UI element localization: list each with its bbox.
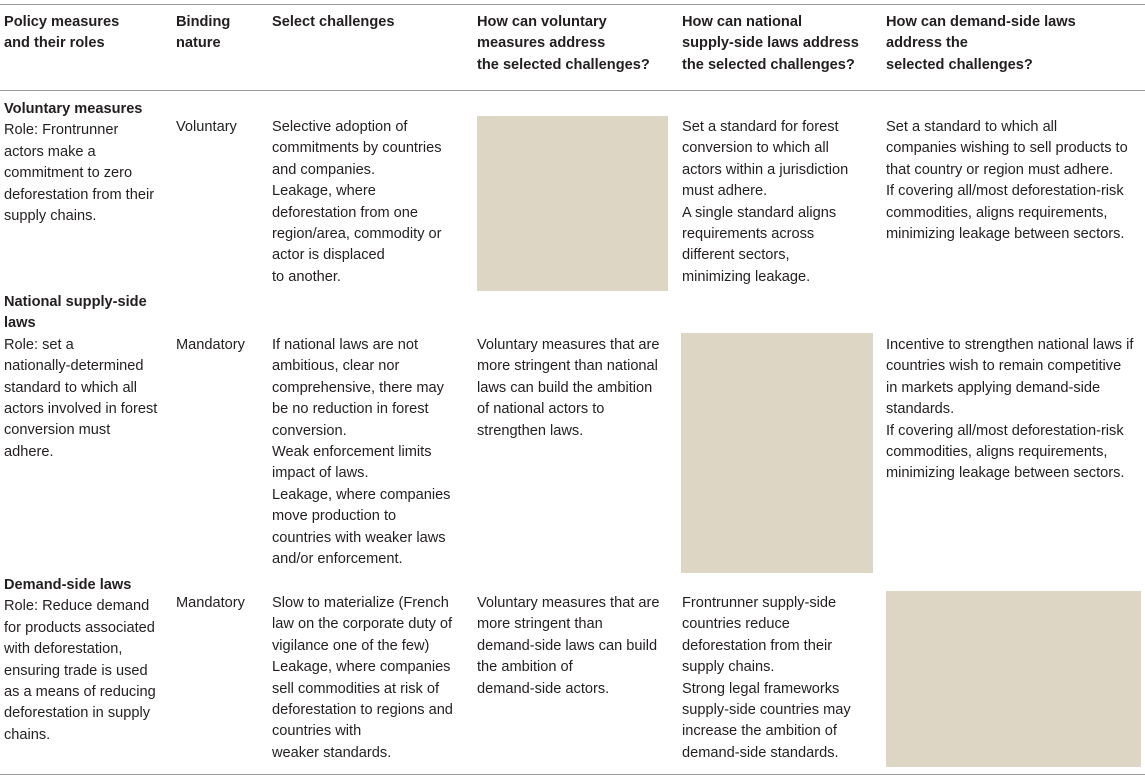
header-select-challenges: Select challenges <box>272 14 395 30</box>
voluntary-cell: Voluntary measures that are more stringent than demand-side laws can build the ambition of demand-side actors. <box>477 595 660 697</box>
shaded-cell <box>886 591 1141 767</box>
binding-cell: Mandatory <box>176 337 245 353</box>
row-title: Voluntary measures <box>4 101 143 117</box>
header-bottom-rule <box>0 90 1145 91</box>
header-voluntary-address: How can voluntary measures address the selected challenges? <box>477 14 650 73</box>
header-binding-nature: Binding nature <box>176 14 231 52</box>
challenges-cell: If national laws are not ambitious, clear nor comprehensive, there may be no reduction in forest conversion. Weak enforcement limits impact of laws. Leakage, where companies move production to countries with weaker laws and/or enforcement. <box>272 337 451 568</box>
shaded-cell <box>477 116 668 291</box>
binding-cell: Voluntary <box>176 119 237 135</box>
policy-cell: Voluntary measures Role: Frontrunner actors make a commitment to zero deforestation from their supply chains. <box>4 101 155 225</box>
national-cell: Set a standard for forest conversion to which all actors within a jurisdiction must adhere. A single standard aligns requirements across different sectors, minimizing leakage. <box>682 119 849 285</box>
demand-cell: Set a standard to which all companies wishing to sell products to that country or region must adhere. If covering all/most deforestation-risk commodities, aligns requirements, minimizing leakage between sectors. <box>886 119 1128 243</box>
policy-cell: National supply-side laws Role: set a nationally-determined standard to which all actors involved in forest conversion must adhere. <box>4 294 158 460</box>
binding-cell: Mandatory <box>176 595 245 611</box>
shaded-cell <box>681 333 873 573</box>
row-title: Demand-side laws <box>4 577 132 593</box>
header-demand-address: How can demand-side laws address the selected challenges? <box>886 14 1076 73</box>
national-cell: Frontrunner supply-side countries reduce deforestation from their supply chains. Strong legal frameworks supply-side countries may increase the ambition of demand-side standards. <box>682 595 851 761</box>
challenges-cell: Slow to materialize (French law on the corporate duty of vigilance one of the few) Leakage, where companies sell commodities at risk of deforestation to regions and countries with weaker standards. <box>272 595 453 761</box>
demand-cell: Incentive to strengthen national laws if countries wish to remain competitive in markets applying demand-side standards. If covering all/most deforestation-risk commodities, aligns requirements, minimizing leakage between sectors. <box>886 337 1134 482</box>
header-national-address: How can national supply-side laws address the selected challenges? <box>682 14 859 73</box>
challenges-cell: Selective adoption of commitments by countries and companies. Leakage, where deforestation from one region/area, commodity or actor is displaced to another. <box>272 119 442 285</box>
voluntary-cell: Voluntary measures that are more stringent than national laws can build the ambition of national actors to strengthen laws. <box>477 337 660 439</box>
policy-cell: Demand-side laws Role: Reduce demand for products associated with deforestation, ensuring trade is used as a means of reducing deforestation in supply chains. <box>4 577 156 743</box>
row-title: National supply-side <box>4 294 147 310</box>
table-top-rule <box>0 4 1145 5</box>
header-policy-measures: Policy measures and their roles <box>4 14 120 52</box>
table-bottom-rule <box>0 774 1145 775</box>
